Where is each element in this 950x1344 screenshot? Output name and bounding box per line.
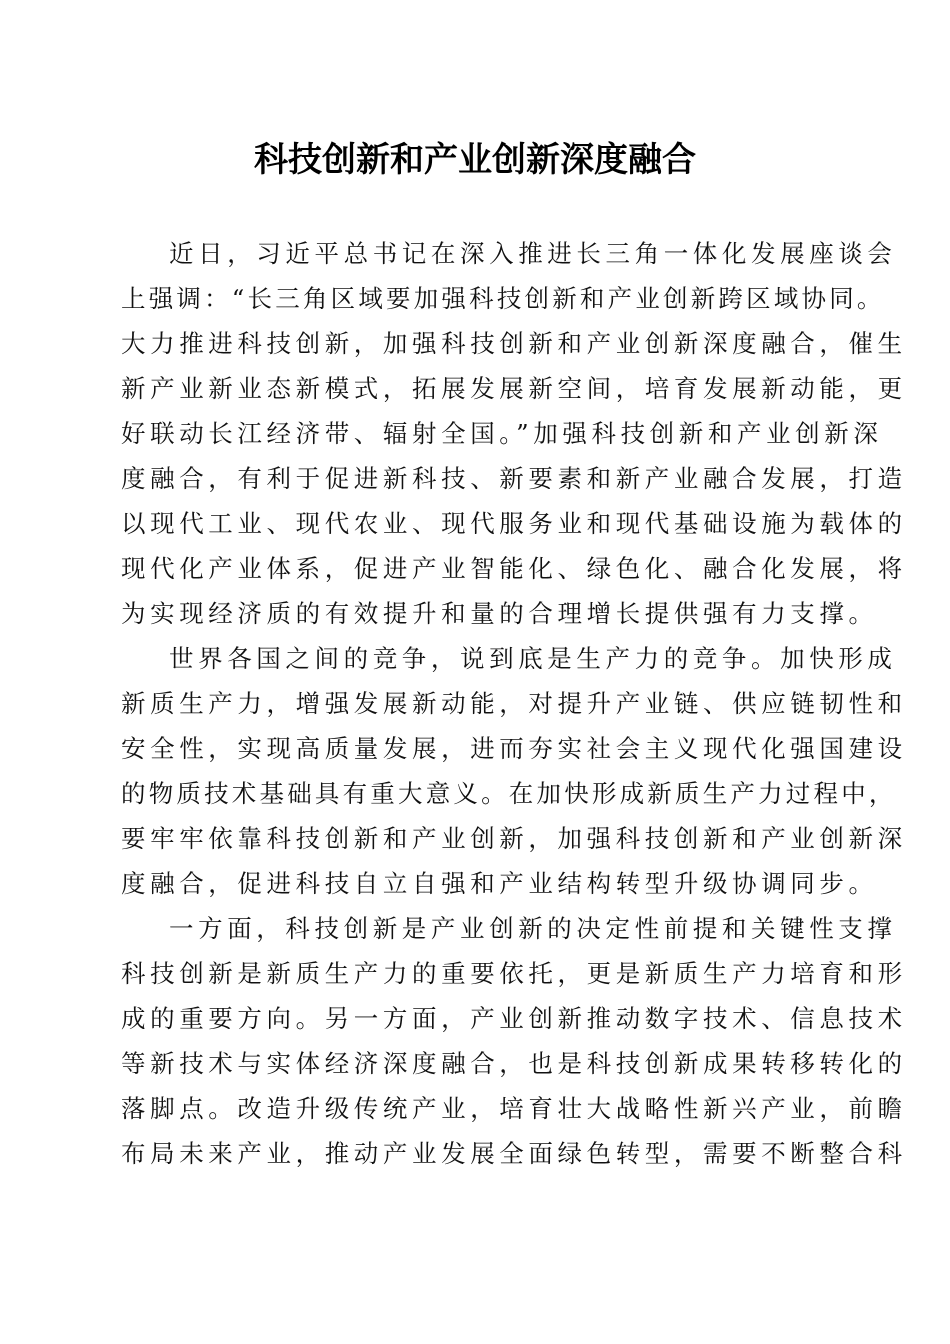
paragraph-1-line-6: 度融合，有利于促进新科技、新要素和新产业融合发展，打造 bbox=[121, 464, 907, 493]
paragraph-1-line-1: 近日，习近平总书记在深入推进长三角一体化发展座谈会 bbox=[169, 239, 897, 268]
paragraph-3-line-5: 落脚点。改造升级传统产业，培育壮大战略性新兴产业，前瞻 bbox=[121, 1094, 907, 1123]
paragraph-1-line-5: 好联动长江经济带、辐射全国。”加强科技创新和产业创新深 bbox=[121, 419, 883, 448]
document-body bbox=[121, 231, 907, 1176]
paragraph-2-line-3: 安全性，实现高质量发展，进而夯实社会主义现代化强国建设 bbox=[121, 734, 907, 763]
paragraph-2-line-5: 要牢牢依靠科技创新和产业创新，加强科技创新和产业创新深 bbox=[121, 824, 907, 853]
paragraph-2-line-1: 世界各国之间的竞争，说到底是生产力的竞争。加快形成 bbox=[169, 644, 897, 673]
paragraph-3-line-3: 成的重要方向。另一方面，产业创新推动数字技术、信息技术 bbox=[121, 1004, 907, 1033]
paragraph-1-line-8: 现代化产业体系，促进产业智能化、绿色化、融合化发展，将 bbox=[121, 554, 907, 583]
paragraph-3-line-4: 等新技术与实体经济深度融合，也是科技创新成果转移转化的 bbox=[121, 1049, 907, 1078]
paragraph-3-line-2: 科技创新是新质生产力的重要依托，更是新质生产力培育和形 bbox=[121, 959, 907, 988]
paragraph-2-line-6: 度融合，促进科技自立自强和产业结构转型升级协调同步。 bbox=[121, 869, 878, 898]
paragraph-2-line-4: 的物质技术基础具有重大意义。在加快形成新质生产力过程中， bbox=[121, 779, 897, 808]
paragraph-2-line-2: 新质生产力，增强发展新动能，对提升产业链、供应链韧性和 bbox=[121, 689, 907, 718]
paragraph-1-line-7: 以现代工业、现代农业、现代服务业和现代基础设施为载体的 bbox=[121, 509, 907, 538]
paragraph-1-line-9: 为实现经济质的有效提升和量的合理增长提供强有力支撑。 bbox=[121, 599, 878, 628]
paragraph-1-line-2: 上强调：“长三角区域要加强科技创新和产业创新跨区域协同。 bbox=[121, 284, 885, 313]
paragraph-1-line-4: 新产业新业态新模式，拓展发展新空间，培育发展新动能，更 bbox=[121, 374, 907, 403]
paragraph-1-line-3: 大力推进科技创新，加强科技创新和产业创新深度融合，催生 bbox=[121, 329, 907, 358]
paragraph-3-line-1: 一方面，科技创新是产业创新的决定性前提和关键性支撑 bbox=[169, 914, 897, 943]
paragraph-3-line-6: 布局未来产业，推动产业发展全面绿色转型，需要不断整合科 bbox=[121, 1139, 907, 1168]
document-title: 科技创新和产业创新深度融合 bbox=[254, 140, 696, 180]
